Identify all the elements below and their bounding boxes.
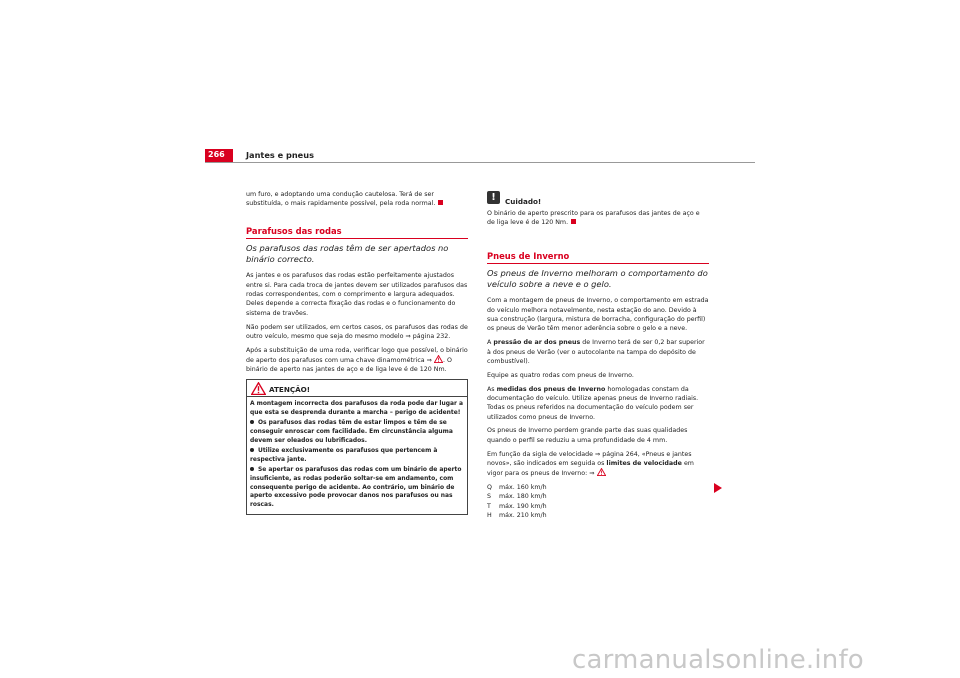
bullet-icon — [250, 467, 254, 471]
section-title-wheel-bolts: Parafusos das rodas — [246, 227, 468, 239]
winter-paragraph-1: Com a montagem de pneus de Inverno, o comportamento em estrada do veículo melhora notavelmente, nesta estação do ano. Devido à sua construção (largura, mistura de borracha, configuração do perfil) os pneus de Verão têm menor aderência sobre o gelo e a neve. — [487, 297, 709, 333]
speed-row — [487, 483, 709, 492]
speed-code: T — [487, 502, 491, 510]
speed-value: máx. 160 km/h — [499, 484, 547, 492]
left-column — [246, 190, 468, 515]
section-subtitle-winter-tyres: Os pneus de Inverno melhoram o comportamento do veículo sobre a neve e o gelo. — [487, 268, 708, 290]
end-of-section-icon — [571, 219, 576, 224]
p4-bold: medidas dos pneus de Inverno — [496, 385, 606, 393]
bullet-icon — [250, 448, 254, 452]
p4-lead: As — [487, 385, 495, 393]
intro-paragraph — [246, 190, 468, 209]
speed-list — [487, 483, 709, 520]
paragraph-3 — [246, 346, 468, 375]
speed-code: Q — [487, 484, 492, 492]
p4-rest: homologadas constam da documentação do veículo. Utilize apenas pneus de Inverno radiais. Todas os pneus referidos na documentação do veículo podem ser utilizados como pneus de Inverno. — [487, 385, 699, 421]
winter-paragraph-6 — [487, 450, 709, 479]
warning-bullet-text: Utilize exclusivamente os parafusos que pertencem à respectiva jante. — [250, 447, 438, 463]
warning-triangle-icon — [434, 355, 443, 363]
winter-paragraph-3: Equipe as quatro rodas com pneus de Inverno. — [487, 371, 634, 379]
winter-paragraph-4 — [487, 385, 709, 422]
warning-bullet — [250, 466, 464, 509]
paragraph-3-part-a: Após a substituição de uma roda, verificar logo que possível, o binário de aperto dos parafusos com uma chave dinamométrica ⇒ — [246, 346, 468, 365]
speed-code: S — [487, 493, 491, 501]
speed-value: máx. 210 km/h — [499, 511, 547, 519]
warning-bullet-text: Se apertar os parafusos das rodas com um binário de aperto insuficiente, as rodas poderão soltar-se em andamento, com consequente perigo de acidente. Ao contrário, um binário de aperto excessivo pode provocar danos nos parafusos ou nas roscas. — [250, 466, 462, 508]
speed-code: H — [487, 511, 492, 519]
warning-body — [247, 397, 467, 514]
next-page-arrow-icon[interactable] — [713, 483, 723, 493]
warning-header — [247, 380, 467, 397]
speed-value: máx. 190 km/h — [499, 502, 547, 510]
paragraph-3-part-b: . O binário de aperto nas jantes de aço e de liga leve é de 120 Nm. — [246, 357, 452, 374]
header-divider — [205, 162, 755, 163]
caution-text-paragraph — [487, 209, 709, 228]
end-of-section-icon — [438, 200, 443, 205]
speed-row — [487, 511, 709, 520]
warning-bullet-text: Os parafusos das rodas têm de estar limpos e têm de se conseguir enroscar com facilidade. Em circunstância alguma devem ser oleados ou lubrificados. — [250, 419, 453, 444]
warning-box — [246, 379, 468, 515]
caution-text: O binário de aperto prescrito para os parafusos das jantes de aço e de liga leve é de 120 Nm. — [487, 210, 700, 227]
chapter-title: Jantes e pneus — [246, 150, 314, 160]
caution-header — [487, 191, 709, 205]
caution-exclamation-icon: ! — [487, 191, 500, 204]
watermark: carmanualsonline.info — [572, 645, 864, 675]
p6-lead: Em função da sigla de velocidade ⇒ página 264, «Pneus e jantes novos», são indicados em seguida os — [487, 450, 692, 467]
p2-bold: pressão de ar dos pneus — [493, 339, 581, 347]
speed-value: máx. 180 km/h — [499, 493, 547, 501]
p6-rest: em vigor para os pneus de Inverno: ⇒ — [487, 459, 694, 478]
p6-bold: limites de velocidade — [606, 459, 682, 467]
warning-triangle-icon — [251, 382, 266, 395]
paragraph-1: As jantes e os parafusos das rodas estão perfeitamente ajustados entre si. Para cada troca de jantes devem ser utilizados parafusos das rodas correspondentes, com o comprimento e largura adequados. Deles depende a correcta fixação das rodas e o funcionamento do sistema de travões. — [246, 272, 468, 317]
warning-bullet — [250, 419, 464, 445]
warning-lead: A montagem incorrecta dos parafusos da roda pode dar lugar a que esta se desprenda durante a marcha – perigo de acidente! — [250, 400, 463, 416]
warning-bullet — [250, 447, 464, 464]
speed-row — [487, 502, 709, 511]
winter-paragraph-2 — [487, 338, 709, 366]
right-column — [487, 191, 709, 520]
section-subtitle-wheel-bolts: Os parafusos das rodas têm de ser apertados no binário correcto. — [246, 243, 449, 265]
warning-triangle-icon — [597, 468, 606, 476]
paragraph-2: Não podem ser utilizados, em certos casos, os parafusos das rodas de outro veículo, mesmo que seja do mesmo modelo ⇒ página 232. — [246, 323, 468, 340]
p2-rest: de Inverno terá de ser 0,2 bar superior à dos pneus de Verão (ver o autocolante na tampa do depósito de combustível). — [487, 339, 705, 365]
section-title-winter-tyres: Pneus de Inverno — [487, 252, 709, 264]
p2-lead: A — [487, 339, 492, 347]
winter-paragraph-5: Os pneus de Inverno perdem grande parte das suas qualidades quando o perfil se reduziu a uma profundidade de 4 mm. — [487, 427, 688, 444]
warning-title: ATENÇÃO! — [269, 385, 311, 395]
page-number: 266 — [208, 150, 225, 159]
speed-row — [487, 492, 709, 501]
intro-text: um furo, e adoptando uma condução cautelosa. Terá de ser substituída, o mais rapidamente possível, pela roda normal. — [246, 191, 436, 208]
caution-title: Cuidado! — [505, 197, 542, 206]
bullet-icon — [250, 420, 254, 424]
